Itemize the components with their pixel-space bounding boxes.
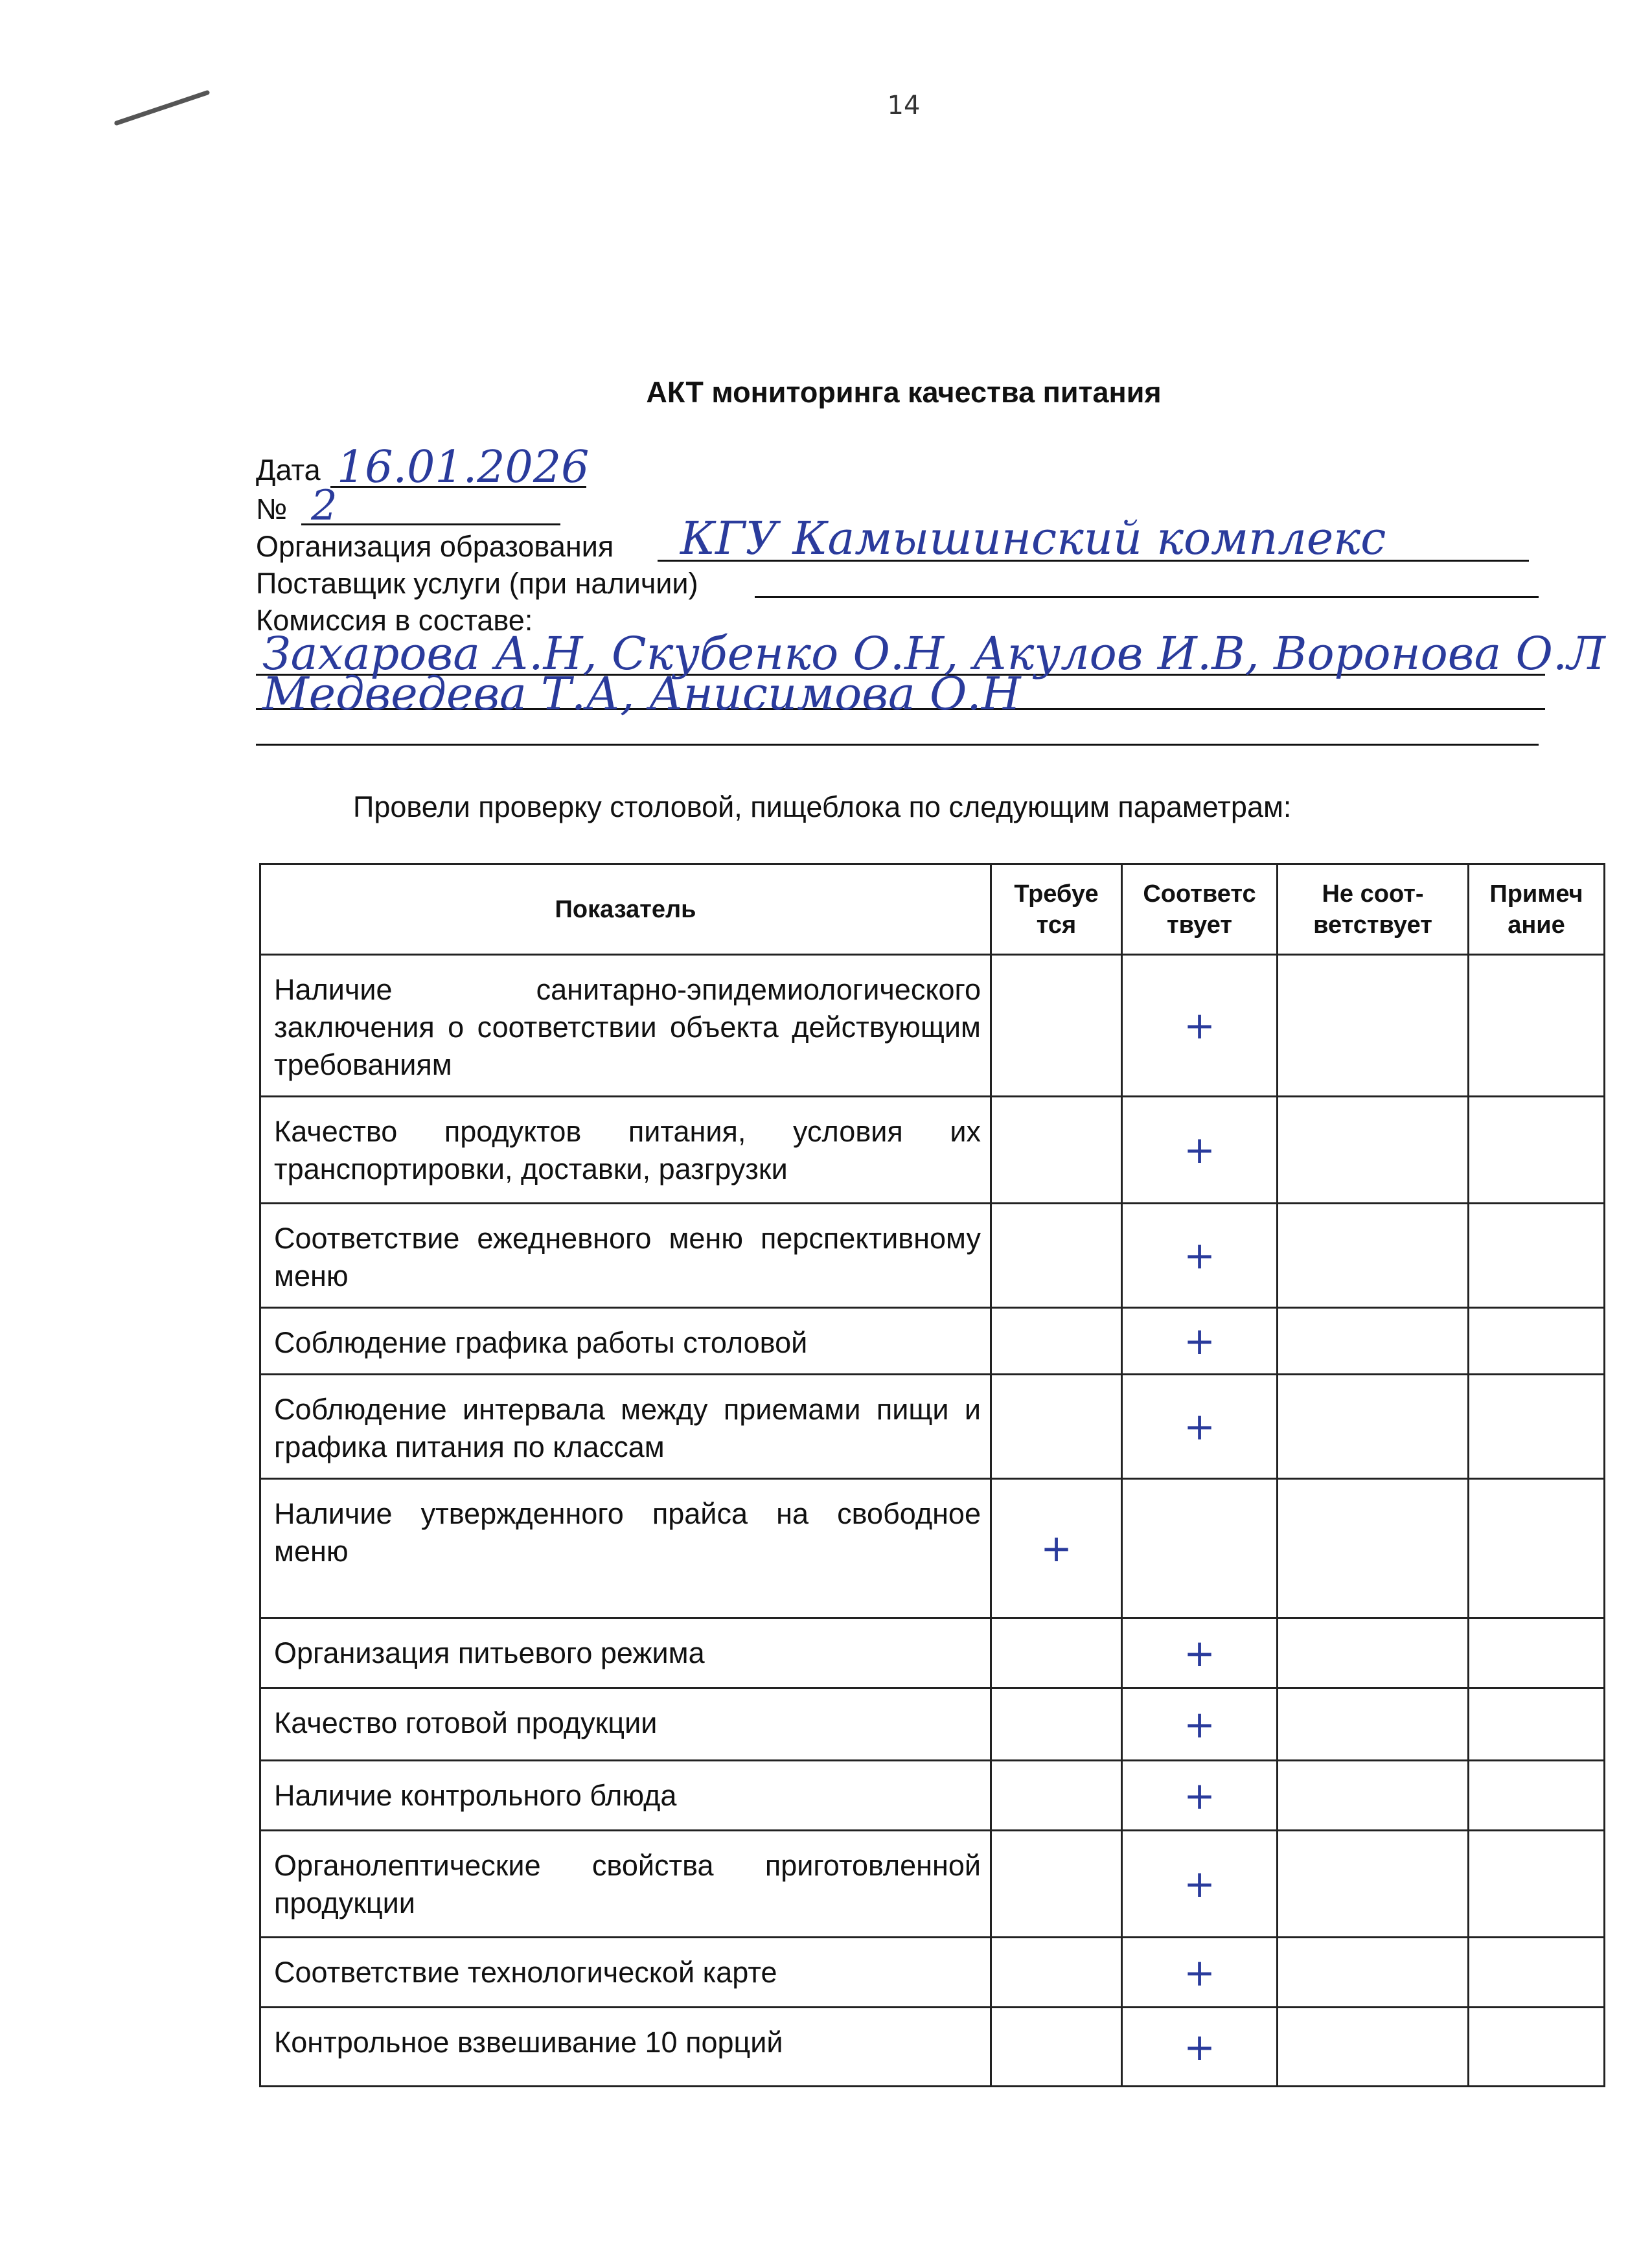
commission-members-line-1: Захарова А.Н, Скубенко О.Н, Акулов И.В, Воронова О.Л xyxy=(262,627,1605,680)
scan-mark-stroke xyxy=(113,87,211,126)
indicator-cell: Контрольное взвешивание 10 порций xyxy=(260,2008,991,2087)
indicator-cell: Качество продуктов питания, условия их транспортировки, доставки, разгрузки xyxy=(260,1097,991,1204)
table-row xyxy=(260,1618,1605,1688)
document-title: АКТ мониторинга качества питания xyxy=(646,376,1162,409)
complies-cell: + xyxy=(1122,1618,1278,1688)
note-cell xyxy=(1469,2008,1605,2087)
required-cell xyxy=(991,1097,1122,1204)
table-row xyxy=(260,1479,1605,1618)
indicator-cell: Соответствие ежедневного меню перспективному меню xyxy=(260,1204,991,1308)
required-cell xyxy=(991,1204,1122,1308)
indicator-cell: Качество готовой продукции xyxy=(260,1688,991,1761)
supplier-fill-line xyxy=(755,596,1539,598)
complies-cell: + xyxy=(1122,1204,1278,1308)
organization-row xyxy=(256,530,614,564)
not-complies-cell xyxy=(1278,1761,1469,1831)
not-complies-cell xyxy=(1278,1618,1469,1688)
indicator-cell: Органолептические свойства приготовленной продукции xyxy=(260,1831,991,1938)
date-value: 16.01.2026 xyxy=(337,442,590,493)
note-cell xyxy=(1469,1308,1605,1375)
table-row xyxy=(260,955,1605,1097)
intro-text: Провели проверку столовой, пищеблока по следующим параметрам: xyxy=(353,790,1292,823)
indicator-cell: Наличие утвержденного прайса на свободное меню xyxy=(260,1479,991,1618)
commission-members-line-2: Медведева Т.А, Анисимова О.Н xyxy=(262,667,1021,720)
required-cell xyxy=(991,1688,1122,1761)
parameters-table xyxy=(259,863,1605,2087)
indicator-cell: Организация питьевого режима xyxy=(260,1618,991,1688)
note-cell xyxy=(1469,1618,1605,1688)
table-row xyxy=(260,1688,1605,1761)
number-value: 2 xyxy=(311,482,338,530)
organization-value: КГУ Камышинский комплекс xyxy=(680,512,1386,565)
complies-cell: + xyxy=(1122,1375,1278,1479)
note-cell xyxy=(1469,1831,1605,1938)
column-header-required: Требуе тся xyxy=(991,864,1122,955)
required-cell xyxy=(991,2008,1122,2087)
note-cell xyxy=(1469,955,1605,1097)
table-row xyxy=(260,1831,1605,1938)
complies-cell xyxy=(1122,1479,1278,1618)
note-cell xyxy=(1469,1938,1605,2008)
page-number: 14 xyxy=(887,91,921,120)
number-fill-line xyxy=(301,523,560,525)
table-row xyxy=(260,1097,1605,1204)
table-row xyxy=(260,1308,1605,1375)
required-cell xyxy=(991,1308,1122,1375)
table-row xyxy=(260,1938,1605,2008)
not-complies-cell xyxy=(1278,1688,1469,1761)
required-cell xyxy=(991,1375,1122,1479)
number-row xyxy=(256,492,287,526)
note-cell xyxy=(1469,1688,1605,1761)
column-header-note: Примеч ание xyxy=(1469,864,1605,955)
table-header-row xyxy=(260,864,1605,955)
indicator-cell: Наличие контрольного блюда xyxy=(260,1761,991,1831)
not-complies-cell xyxy=(1278,1375,1469,1479)
indicator-cell: Соответствие технологической карте xyxy=(260,1938,991,2008)
number-label: № xyxy=(256,492,288,525)
commission-label: Комиссия в составе: xyxy=(256,604,533,637)
column-header-not-complies: Не соот- ветствует xyxy=(1278,864,1469,955)
not-complies-cell xyxy=(1278,1097,1469,1204)
table-row xyxy=(260,2008,1605,2087)
note-cell xyxy=(1469,1097,1605,1204)
not-complies-cell xyxy=(1278,1204,1469,1308)
not-complies-cell xyxy=(1278,1938,1469,2008)
complies-cell: + xyxy=(1122,1097,1278,1204)
column-header-indicator: Показатель xyxy=(260,864,991,955)
commission-fill-line-3 xyxy=(256,744,1539,746)
complies-cell: + xyxy=(1122,1308,1278,1375)
table-row xyxy=(260,1375,1605,1479)
indicator-cell: Наличие санитарно-эпидемиологического заключения о соответствии объекта действующим требованиям xyxy=(260,955,991,1097)
date-label: Дата xyxy=(256,453,321,487)
complies-cell: + xyxy=(1122,2008,1278,2087)
required-cell xyxy=(991,955,1122,1097)
complies-cell: + xyxy=(1122,955,1278,1097)
note-cell xyxy=(1469,1479,1605,1618)
supplier-row xyxy=(256,567,698,601)
required-cell: + xyxy=(991,1479,1122,1618)
required-cell xyxy=(991,1761,1122,1831)
not-complies-cell xyxy=(1278,2008,1469,2087)
complies-cell: + xyxy=(1122,1938,1278,2008)
not-complies-cell xyxy=(1278,955,1469,1097)
required-cell xyxy=(991,1938,1122,2008)
complies-cell: + xyxy=(1122,1831,1278,1938)
not-complies-cell xyxy=(1278,1831,1469,1938)
note-cell xyxy=(1469,1204,1605,1308)
required-cell xyxy=(991,1618,1122,1688)
note-cell xyxy=(1469,1375,1605,1479)
indicator-cell: Соблюдение графика работы столовой xyxy=(260,1308,991,1375)
column-header-complies: Соответс твует xyxy=(1122,864,1278,955)
table-row xyxy=(260,1204,1605,1308)
note-cell xyxy=(1469,1761,1605,1831)
table-row xyxy=(260,1761,1605,1831)
supplier-label: Поставщик услуги (при наличии) xyxy=(256,567,698,600)
not-complies-cell xyxy=(1278,1308,1469,1375)
complies-cell: + xyxy=(1122,1761,1278,1831)
required-cell xyxy=(991,1831,1122,1938)
not-complies-cell xyxy=(1278,1479,1469,1618)
complies-cell: + xyxy=(1122,1688,1278,1761)
organization-label: Организация образования xyxy=(256,530,614,563)
indicator-cell: Соблюдение интервала между приемами пищи и графика питания по классам xyxy=(260,1375,991,1479)
